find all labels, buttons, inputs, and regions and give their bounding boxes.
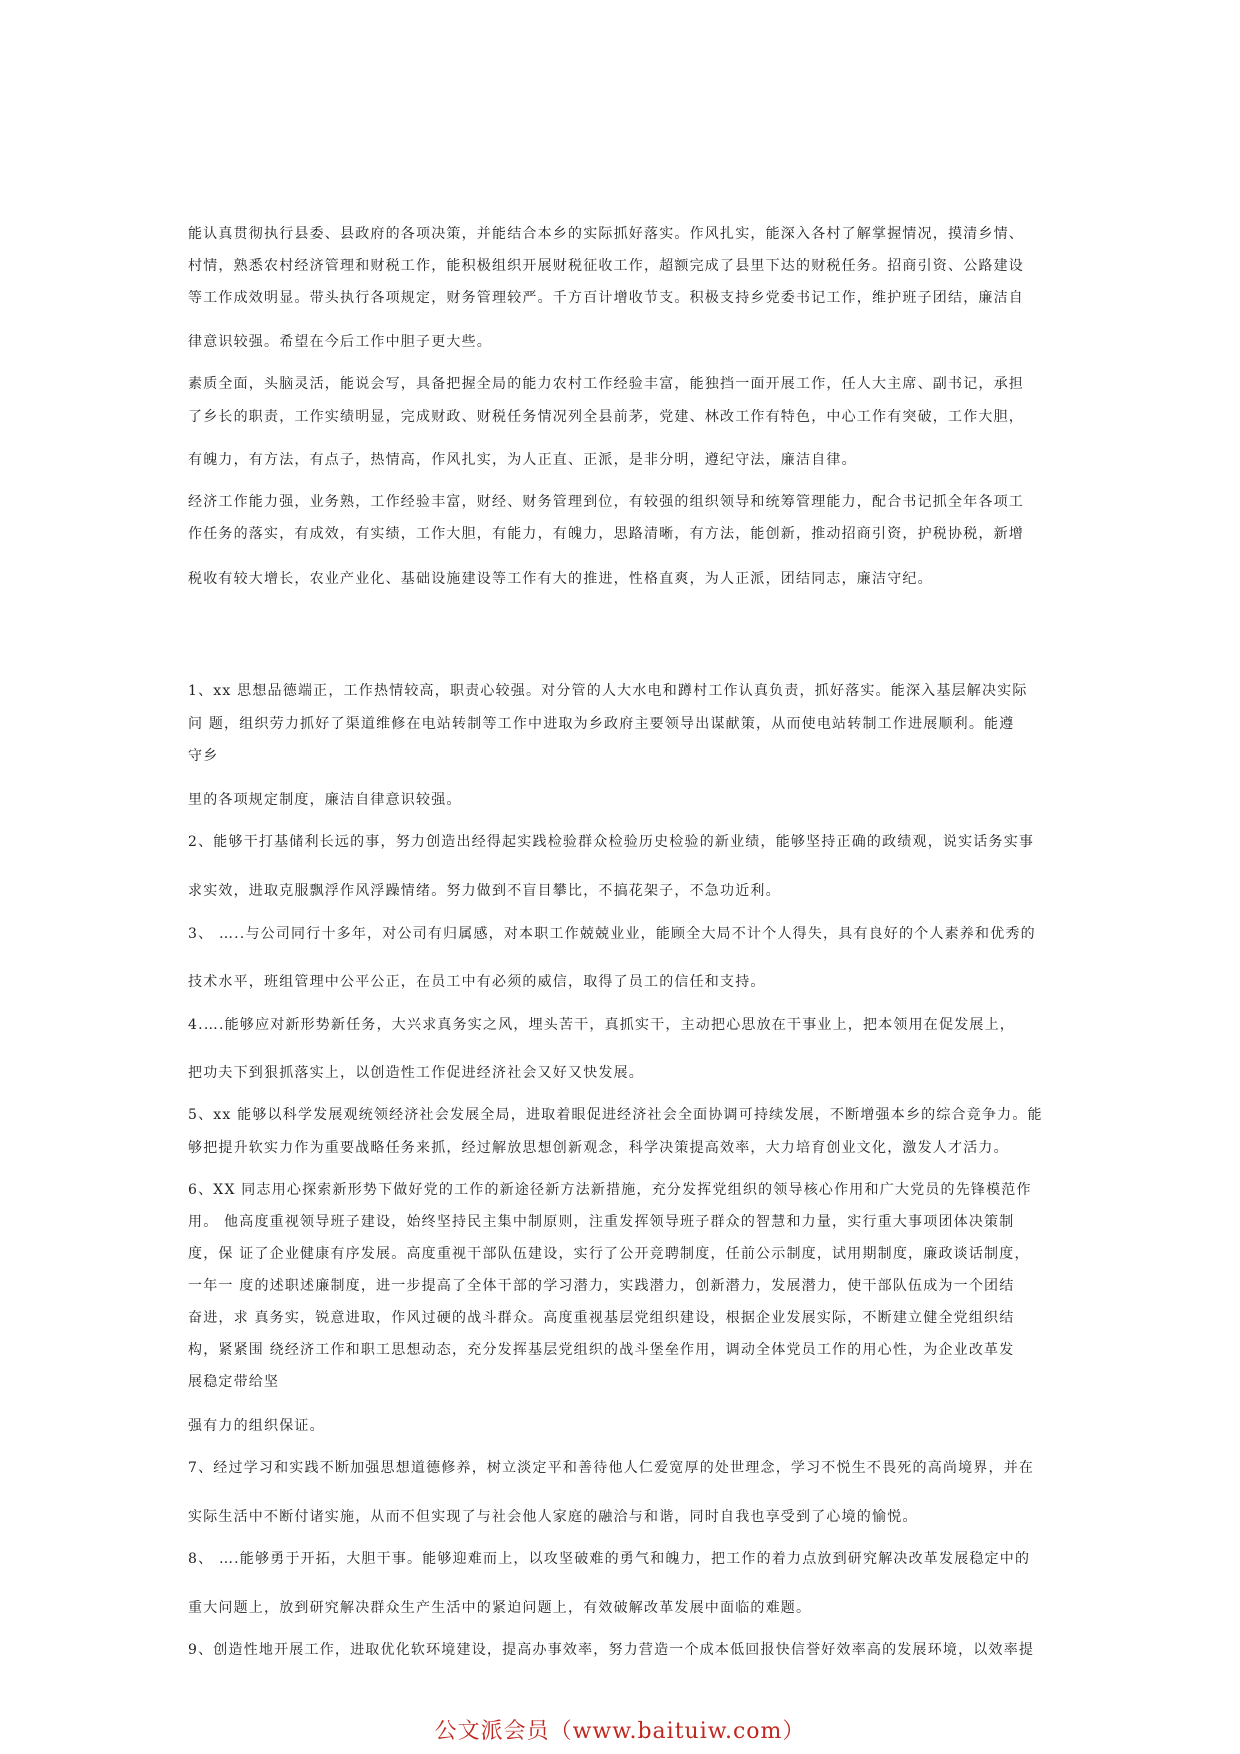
text-line: 3、 …..与公司同行十多年，对公司有归属感，对本职工作兢兢业业，能顾全大局不计个人得失，具有良好的个人素养和优秀的 xyxy=(188,926,1036,942)
text-line: 9、创造性地开展工作，进取优化软环境建设，提高办事效率，努力营造一个成本低回报快信誉好效率高的发展环境，以效率提 xyxy=(188,1642,1035,1658)
text-line: 8、 ….能够勇于开拓，大胆干事。能够迎难而上，以攻坚破难的勇气和魄力，把工作的着力点放到研究解决改革发展稳定中的 xyxy=(188,1551,1031,1567)
text-line: 作任务的落实，有成效，有实绩，工作大胆，有能力，有魄力，思路清晰，有方法，能创新，推动招商引资，护税协税，新增 xyxy=(188,526,1024,542)
text-line: 用。 他高度重视领导班子建设，始终坚持民主集中制原则，注重发挥领导班子群众的智慧和力量，实行重大事项团体决策制 xyxy=(188,1214,1015,1230)
text-line: 强有力的组织保证。 xyxy=(188,1418,325,1434)
text-line: 等工作成效明显。带头执行各项规定，财务管理较严。千方百计增收节支。积极支持乡党委书记工作，维护班子团结，廉洁自 xyxy=(188,290,1024,306)
text-line: 实际生活中不断付诸实施，从而不但实现了与社会他人家庭的融洽与和谐，同时自我也享受到了心境的愉悦。 xyxy=(188,1509,918,1525)
text-line: 税收有较大增长，农业产业化、基础设施建设等工作有大的推进，性格直爽，为人正派，团结同志，廉洁守纪。 xyxy=(188,571,933,587)
text-line: 了乡长的职责，工作实绩明显，完成财政、财税任务情况列全县前茅，党建、林改工作有特色，中心工作有突破，工作大胆， xyxy=(188,409,1024,425)
text-line: 度，保 证了企业健康有序发展。高度重视干部队伍建设，实行了公开竞聘制度，任前公示制度，试用期制度，廉政谈话制度， xyxy=(188,1246,1030,1262)
text-line: 技术水平，班组管理中公平公正，在员工中有必须的威信，取得了员工的信任和支持。 xyxy=(188,974,766,990)
text-line: 能认真贯彻执行县委、县政府的各项决策，并能结合本乡的实际抓好落实。作风扎实，能深入各村了解掌握情况，摸清乡情、 xyxy=(188,226,1024,242)
text-line: 把功夫下到狠抓落实上，以创造性工作促进经济社会又好又快发展。 xyxy=(188,1065,644,1081)
text-line: 4.….能够应对新形势新任务，大兴求真务实之风，埋头苦干，真抓实干，主动把心思放在干事业上，把本领用在促发展上， xyxy=(188,1017,1016,1033)
text-line: 构，紧紧围 绕经济工作和职工思想动态，充分发挥基层党组织的战斗堡垒作用，调动全体党员工作的用心性，为企业改革发 xyxy=(188,1342,1015,1358)
text-line: 素质全面，头脑灵活，能说会写，具备把握全局的能力农村工作经验丰富，能独挡一面开展工作，任人大主席、副书记，承担 xyxy=(188,376,1024,392)
text-line: 问 题，组织劳力抓好了渠道维修在电站转制等工作中进取为乡政府主要领导出谋献策，从而使电站转制工作进展顺利。能遵 xyxy=(188,716,1015,732)
text-line: 够把提升软实力作为重要战略任务来抓，经过解放思想创新观念，科学决策提高效率，大力培育创业文化，激发人才活力。 xyxy=(188,1140,1009,1156)
text-line: 奋进，求 真务实，锐意进取，作风过硬的战斗群众。高度重视基层党组织建设，根据企业发展实际，不断建立健全党组织结 xyxy=(188,1310,1015,1326)
text-line: 2、能够干打基储利长远的事，努力创造出经得起实践检验群众检验历史检验的新业绩，能够坚持正确的政绩观，说实话务实事 xyxy=(188,834,1035,850)
text-line: 里的各项规定制度，廉洁自律意识较强。 xyxy=(188,792,462,808)
text-line: 有魄力，有方法，有点子，热情高，作风扎实，为人正直、正派，是非分明，遵纪守法，廉洁自律。 xyxy=(188,452,857,468)
text-line: 5、xx 能够以科学发展观统领经济社会发展全局，进取着眼促进经济社会全面协调可持续发展，不断增强本乡的综合竞争力。能 xyxy=(188,1107,1043,1123)
text-line: 守乡 xyxy=(188,748,219,764)
text-line: 村情，熟悉农村经济管理和财税工作，能积极组织开展财税征收工作，超额完成了县里下达的财税任务。招商引资、公路建设 xyxy=(188,258,1024,274)
text-line: 1、xx 思想品德端正，工作热情较高，职责心较强。对分管的人大水电和蹲村工作认真负责，抓好落实。能深入基层解决实际 xyxy=(188,683,1028,699)
text-line: 一年一 度的述职述廉制度，进一步提高了全体干部的学习潜力，实践潜力，创新潜力，发展潜力，使干部队伍成为一个团结 xyxy=(188,1278,1015,1294)
text-line: 律意识较强。希望在今后工作中胆子更大些。 xyxy=(188,334,492,350)
text-line: 重大问题上，放到研究解决群众生产生活中的紧迫问题上，有效破解改革发展中面临的难题。 xyxy=(188,1600,812,1616)
text-line: 6、XX 同志用心探索新形势下做好党的工作的新途径新方法新措施，充分发挥党组织的领导核心作用和广大党员的先锋模范作 xyxy=(188,1182,1032,1198)
text-line: 求实效，进取克服飘浮作风浮躁情绪。努力做到不盲目攀比，不搞花架子，不急功近利。 xyxy=(188,883,781,899)
footer-watermark: 公文派会员（www.baituiw.com） xyxy=(434,1719,806,1744)
text-line: 7、经过学习和实践不断加强思想道德修养，树立淡定平和善待他人仁爱宽厚的处世理念，学习不悦生不畏死的高尚境界，并在 xyxy=(188,1460,1035,1476)
text-line: 经济工作能力强，业务熟，工作经验丰富，财经、财务管理到位，有较强的组织领导和统筹管理能力，配合书记抓全年各项工 xyxy=(188,494,1024,510)
text-line: 展稳定带给坚 xyxy=(188,1374,280,1390)
